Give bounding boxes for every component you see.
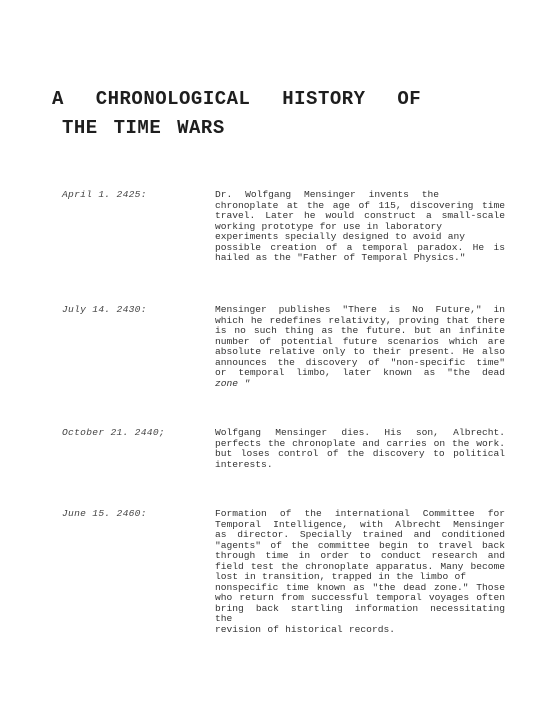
entry-line: number of potential future scenarios which are (215, 335, 505, 347)
entry-line: which he redefines relativity, proving that there (215, 314, 505, 326)
entry-line: Formation of the international Committee for (215, 508, 505, 519)
entry-description (215, 428, 505, 470)
document-title-line-2: THE TIME WARS (62, 117, 225, 139)
entry-line: "agents" of the committee begin to travel back (215, 539, 505, 551)
entry-line: nonspecific time known as "the dead zone." Those (215, 581, 505, 593)
entry-line: Dr. Wolfgang Mensinger invents the (215, 189, 439, 200)
entry-line: interests. (215, 458, 273, 470)
entry-description (215, 190, 505, 264)
entry-line: but loses control of the discovery to political (215, 448, 505, 460)
entry-line: absolute relative only to their present. He also (215, 346, 505, 358)
entry-line: is no such thing as the future. but an infinite (215, 325, 505, 337)
entry-line: Wolfgang Mensinger dies. His son, Albrecht. (215, 427, 505, 438)
entry-date: April 1. 2425: (62, 189, 147, 200)
entry-line: hailed as the "Father of Temporal Physics." (215, 252, 466, 264)
entry-line: field test the chronoplate apparatus. Many become (215, 560, 505, 572)
entry-line: working prototype for use in laboratory (215, 220, 443, 232)
entry-line: bring back startling information necessitating the (215, 602, 505, 625)
entry-line: experiments specially designed to avoid any (215, 231, 466, 243)
entry-line: who return from successful temporal voyages often (215, 592, 505, 604)
entry-line: Mensinger publishes "There is No Future," in (215, 304, 505, 315)
entry-line: travel. Later he would construct a small-scale (215, 210, 505, 222)
entry-line: zone " (215, 377, 251, 389)
entry-description (215, 509, 505, 636)
entry-line: as director. Specially trained and conditioned (215, 529, 505, 541)
entry-date: July 14. 2430: (62, 304, 147, 315)
entry-line: lost in transition, trapped in the limbo of (215, 571, 467, 583)
entry-line: possible creation of a temporal paradox. He is (215, 241, 505, 253)
entry-date: October 21. 2440; (62, 427, 165, 438)
entry-line: announces the discovery of "non-specific time" (215, 356, 505, 368)
entry-line: through time in order to conduct research and (215, 550, 505, 562)
entry-date: June 15. 2460: (62, 508, 147, 519)
entry-description (215, 305, 505, 389)
document-title-line-1: A CHRONOLOGICAL HISTORY OF (52, 88, 422, 110)
entry-line: or temporal limbo, later known as "the dead (215, 367, 505, 379)
entry-line: Temporal Intelligence, with Albrecht Mensinger (215, 518, 505, 530)
entry-line: revision of historical records. (215, 624, 395, 636)
entry-line: perfects the chronoplate and carries on the work. (215, 437, 505, 449)
entry-line: chronoplate at the age of 115, discovering time (215, 199, 505, 211)
